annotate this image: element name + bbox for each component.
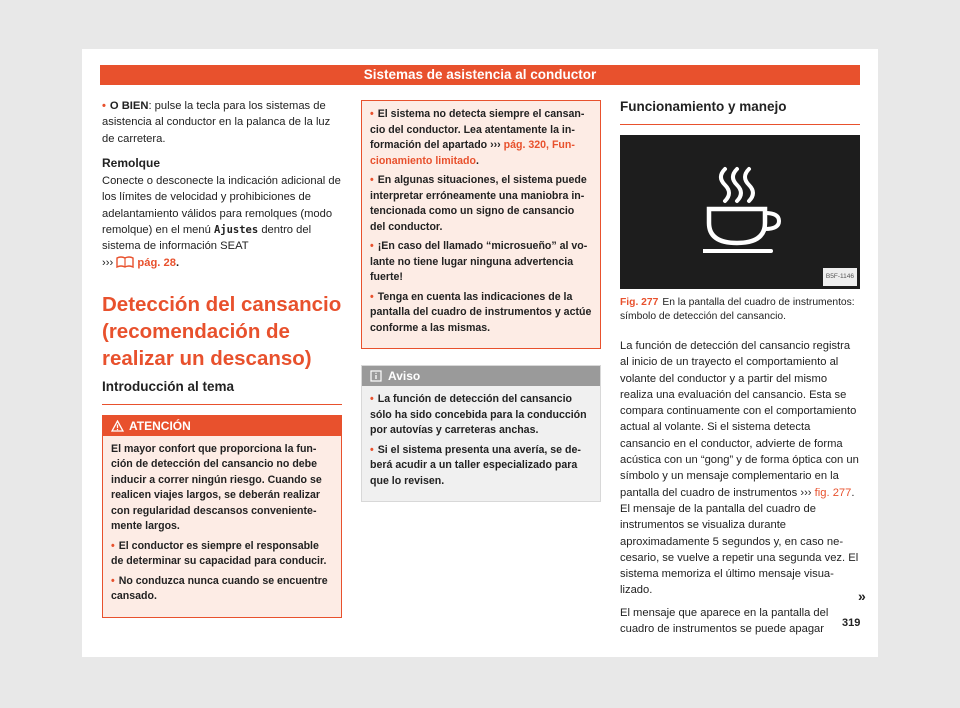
warning-bullet	[111, 539, 333, 570]
figure-caption	[620, 296, 860, 324]
para-apagar: El mensaje que aparece en la pantalla del cuadro de instrumentos se puede apagar	[620, 606, 829, 636]
bullet-icon: •	[370, 393, 374, 405]
ref-arrows: ›››	[490, 139, 501, 151]
info-icon	[370, 370, 382, 387]
warning-bullet	[370, 173, 592, 235]
page-ref-link[interactable]: pág. 320, Funcionamiento limitado	[370, 139, 575, 167]
note-body	[362, 386, 600, 501]
para1-text-b: . El mensaje de la pantalla del cuadro de instrumentos se visualiza durante aproximadamente 5 segundos y, en caso necesario, se vuelve a repetir una segunda vez. El sistema memoriza el último mensaje visualizado.	[620, 486, 859, 597]
ref-end: .	[175, 256, 180, 269]
figure-caption-text: En la pantalla del cuadro de instrumentos: símbolo de detección del cansancio.	[620, 297, 855, 322]
para-funcionamiento	[620, 338, 860, 599]
remolque-heading: Remolque	[102, 155, 161, 170]
warning-box-continued	[361, 100, 601, 349]
ref-arrows: ›››	[102, 256, 114, 269]
warning-bullet-text: El conductor es siempre el responsable de determinar su capacidad para conducir.	[111, 539, 327, 568]
warning-bullet	[370, 107, 592, 169]
note-title: Aviso	[388, 369, 421, 383]
section-title-funcionamiento: Funcionamiento y manejo	[620, 98, 860, 125]
warning-title: ATENCIÓN	[129, 418, 191, 433]
column-right	[620, 98, 860, 643]
note-bullet	[370, 443, 592, 490]
subsection-title: Introducción al tema	[102, 378, 342, 405]
section-title: Detección del cansancio (recomendación de realizar un descanso)	[102, 292, 342, 370]
continue-arrow: »	[858, 588, 866, 604]
column-left	[102, 98, 342, 618]
warning-bullet	[370, 290, 592, 337]
bien-bold: O BIEN	[109, 100, 149, 112]
figure-277	[620, 135, 860, 289]
warning-triangle-icon	[111, 420, 124, 437]
remolque-paragraph	[102, 173, 342, 273]
bien-text: : pulse la tecla para los sistemas de asistencia al conductor en la palanca de la luz de carretera.	[102, 100, 331, 145]
bullet-icon: •	[370, 290, 374, 303]
warning-bullet-text: En algunas situaciones, el sistema puede interpretar erróneamente una maniobra intencionada como un signo de cansancio del conductor.	[370, 174, 587, 233]
page-ref-link[interactable]: pág. 28	[137, 256, 176, 269]
coffee-cup-icon	[703, 165, 783, 255]
bien-paragraph	[102, 98, 342, 147]
warning-bullet-text: Tenga en cuenta las indicaciones de la pantalla del cuadro de instrumentos y actúe conforme a las mismas.	[370, 290, 592, 334]
warning-bullet-text: ¡En caso del llamado “microsueño” al volante no tiene lugar ninguna advertencia fuerte!	[370, 240, 588, 283]
ref-end: .	[475, 154, 479, 167]
warning-header	[103, 416, 341, 436]
figure-ref-link[interactable]: fig. 277	[814, 486, 852, 499]
note-box	[361, 365, 601, 502]
book-icon	[116, 256, 134, 273]
menu-ajustes: Ajustes	[213, 224, 259, 237]
note-header	[362, 366, 600, 386]
figure-code: B5F-1146	[823, 268, 857, 286]
note-bullet-text: Si el sistema presenta una avería, se deberá acudir a un taller especializado para que lo revisen.	[370, 443, 581, 487]
warning-bullet-text: No conduzca nunca cuando se encuentre cansado.	[111, 574, 328, 603]
warning-bullet	[111, 574, 333, 605]
warning-bullet	[370, 239, 592, 286]
note-bullet	[370, 392, 592, 439]
column-middle	[361, 100, 601, 502]
bullet-icon: •	[102, 100, 106, 112]
warning-body	[103, 436, 341, 617]
figure-label: Fig. 277	[620, 297, 659, 308]
remolque-text1: Conecte o desconecte la indicación adicional de los límites de velocidad y prohibiciones de adelantamiento válidos para remolques (modo remolque) en el menú	[102, 175, 341, 237]
chapter-header: Sistemas de asistencia al conductor	[100, 65, 860, 85]
remolque-text2: dentro del sistema de información SEAT	[102, 224, 312, 253]
bullet-icon: •	[111, 539, 115, 552]
page-number: 319	[842, 617, 861, 629]
warning-box	[102, 415, 342, 618]
bullet-icon: •	[111, 574, 115, 587]
para1-text-a: La función de detección del cansancio registra al inicio de un trayecto el comportamiento al volante del conductor y a partir del mismo realiza una evaluación del cansancio. Esta se compara continuamente con el comportamiento actual al volante. Si el sistema detecta cansancio en el conductor, advierte de forma acústica con un “gong” y de forma óptica con un símbolo y un mensaje complementario en la pantalla del cuadro de instrumentos	[620, 340, 859, 499]
bullet-icon: •	[370, 174, 374, 186]
ref-arrows: ›››	[800, 486, 812, 499]
bullet-icon: •	[370, 240, 374, 252]
warning-intro: El mayor confort que proporciona la función de detección del cansancio no debe inducir a correr ningún riesgo. Cuando se realicen viajes largos, se deberán realizar con regularidad descansos convenientemente largos.	[111, 442, 322, 533]
bullet-icon: •	[370, 108, 374, 120]
note-bullet-text: La función de detección del cansancio sólo ha sido concebida para la conducción por autovías y carreteras anchas.	[370, 393, 587, 436]
bullet-icon: •	[370, 443, 374, 456]
warning-bullet-text: El sistema no detecta siempre el cansancio del conductor. Lea atentamente la información del apartado	[370, 108, 585, 151]
